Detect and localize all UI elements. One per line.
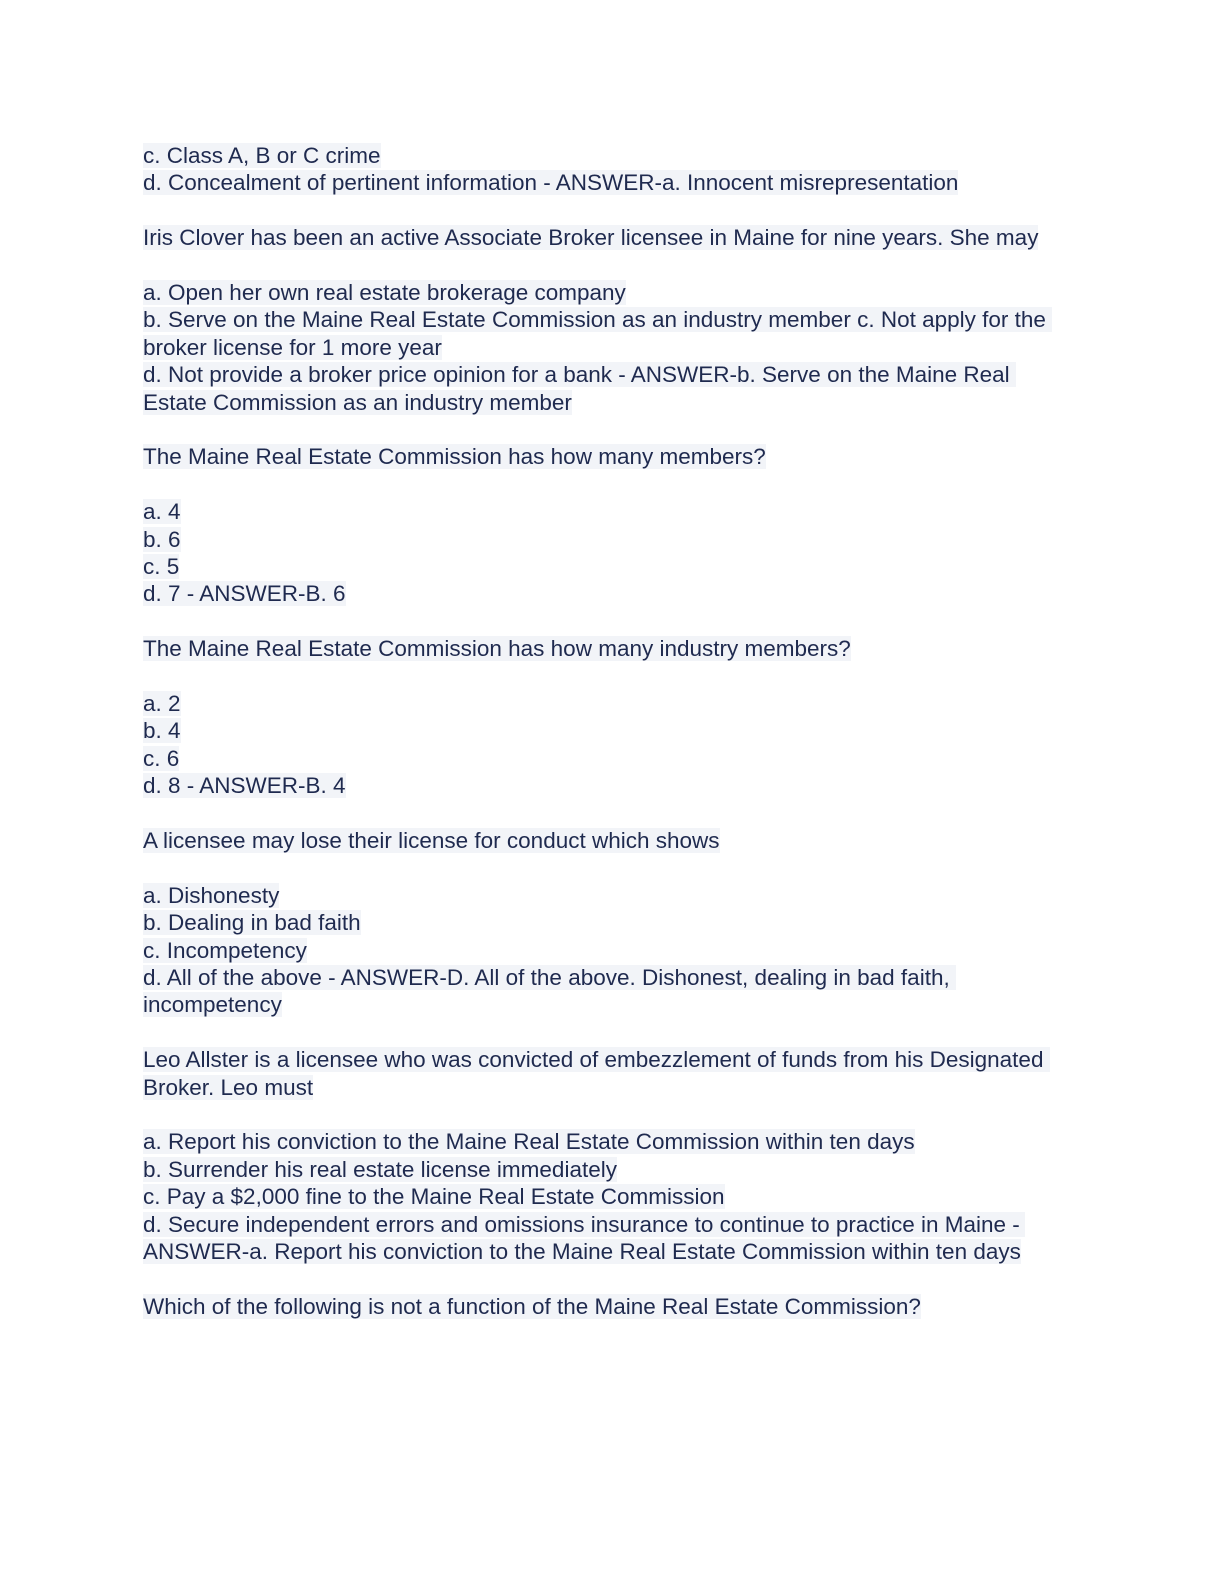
question-block — [143, 635, 1078, 662]
text-line: b. Surrender his real estate license immediately — [143, 1156, 617, 1182]
text-line: c. 5 — [143, 554, 180, 580]
text-line: a. 4 — [143, 499, 181, 525]
text-line: b. 4 — [143, 718, 181, 744]
question-block — [143, 443, 1078, 470]
text-line: Iris Clover has been an active Associate Broker licensee in Maine for nine years. She may — [143, 225, 1039, 251]
text-line: a. Dishonesty — [143, 882, 280, 908]
answer-options-block — [143, 1128, 1078, 1265]
text-line: d. All of the above - ANSWER-D. All of the above. Dishonest, dealing in bad faith, incompetency — [143, 965, 956, 1018]
text-line: Leo Allster is a licensee who was convicted of embezzlement of funds from his Designated Broker. Leo must — [143, 1047, 1050, 1100]
question-block — [143, 1046, 1078, 1101]
text-line: d. 7 - ANSWER-B. 6 — [143, 581, 346, 607]
text-line: b. 6 — [143, 526, 181, 552]
text-line: A licensee may lose their license for conduct which shows — [143, 828, 720, 854]
answer-options-block — [143, 279, 1078, 416]
question-block — [143, 224, 1078, 251]
answer-options-block — [143, 882, 1078, 1019]
answer-options-block — [143, 690, 1078, 800]
text-line: c. Incompetency — [143, 937, 307, 963]
text-line: a. Report his conviction to the Maine Real Estate Commission within ten days — [143, 1129, 915, 1155]
text-line: c. 6 — [143, 745, 180, 771]
text-line: b. Dealing in bad faith — [143, 910, 361, 936]
text-line: a. Open her own real estate brokerage company — [143, 280, 626, 305]
text-line: c. Pay a $2,000 fine to the Maine Real Estate Commission — [143, 1184, 725, 1210]
question-block — [143, 827, 1078, 854]
text-line: The Maine Real Estate Commission has how many members? — [143, 444, 766, 470]
text-line: a. 2 — [143, 691, 181, 717]
answer-options-block — [143, 498, 1078, 608]
text-line: d. Not provide a broker price opinion for a bank - ANSWER-b. Serve on the Maine Real Estate Commission as an industry member — [143, 362, 1016, 415]
text-line: Which of the following is not a function of the Maine Real Estate Commission? — [143, 1293, 921, 1319]
document-page — [143, 142, 1078, 1348]
text-line: c. Class A, B or C crime — [143, 143, 381, 168]
question-block — [143, 1293, 1078, 1320]
text-line: b. Serve on the Maine Real Estate Commission as an industry member c. Not apply for the broker license for 1 more year — [143, 307, 1053, 360]
text-line: The Maine Real Estate Commission has how many industry members? — [143, 636, 851, 662]
text-line: d. 8 - ANSWER-B. 4 — [143, 773, 346, 799]
text-line: d. Secure independent errors and omissions insurance to continue to practice in Maine - ANSWER-a. Report his conviction to the Maine Real Estate Commission within ten days — [143, 1211, 1025, 1265]
answer-options-block — [143, 142, 1078, 197]
text-line: d. Concealment of pertinent information - ANSWER-a. Innocent misrepresentation — [143, 170, 959, 196]
